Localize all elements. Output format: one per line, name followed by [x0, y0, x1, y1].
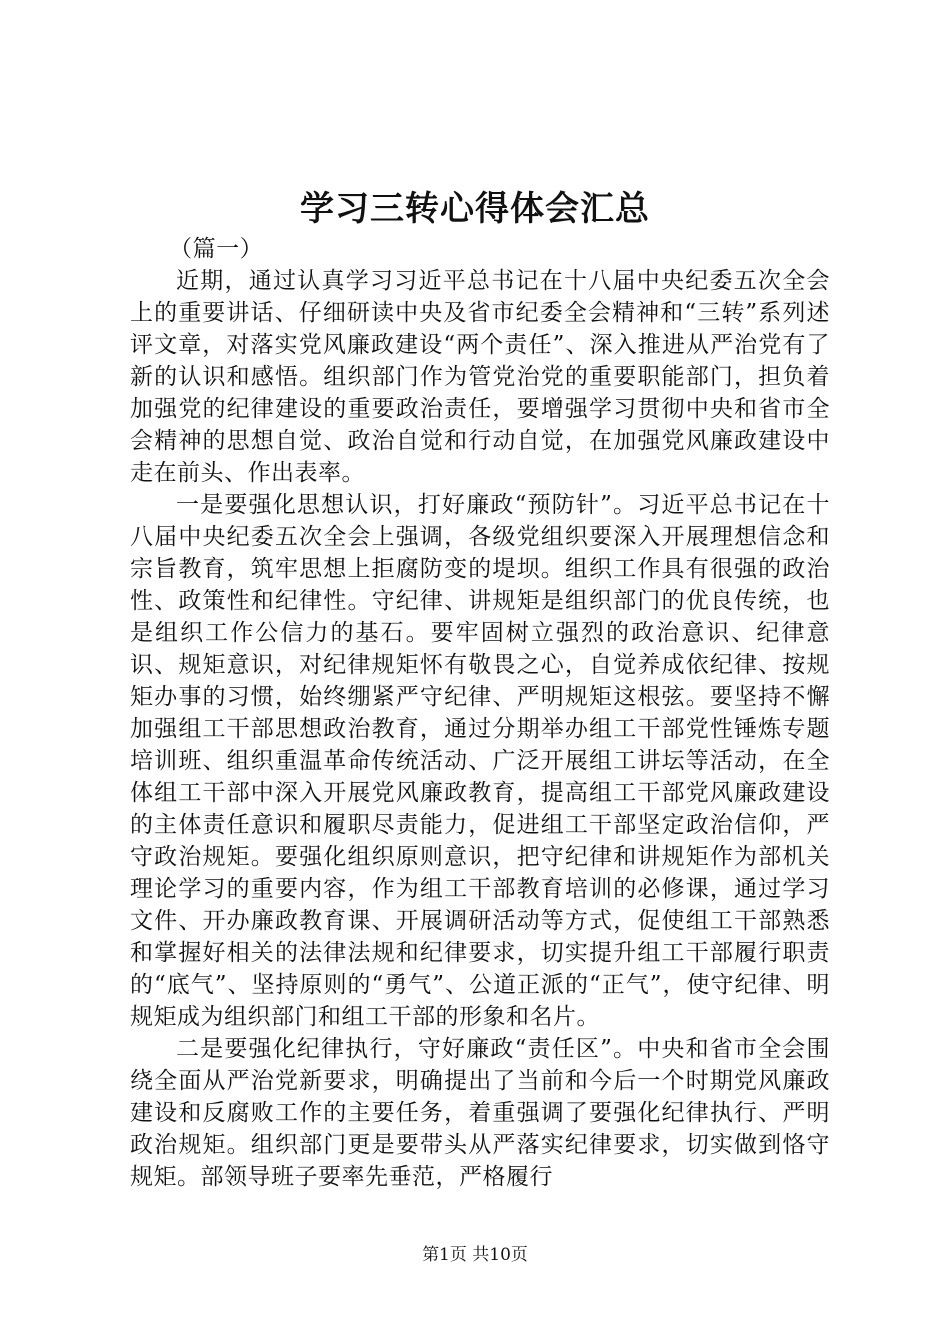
paragraph-point-one: 一是要强化思想认识，打好廉政“预防针”。习近平总书记在十八届中央纪委五次全会上强调，各级党组织要深入开展理想信念和宗旨教育，筑牢思想上拒腐防变的堤坝。组织工作具有很强的政治性、政策性和纪律性。守纪律、讲规矩是组织部门的优良传统，也是组织工作公信力的基石。要牢固树立强烈的政治意识、纪律意识、规矩意识，对纪律规矩怀有敬畏之心，自觉养成依纪律、按规矩办事的习惯，始终绷紧严守纪律、严明规矩这根弦。要坚持不懈加强组工干部思想政治教育，通过分期举办组工干部党性锤炼专题培训班、组织重温革命传统活动、广泛开展组工讲坛等活动，在全体组工干部中深入开展党风廉政教育，提高组工干部党风廉政建设的主体责任意识和履职尽责能力，促进组工干部坚定政治信仰，严守政治规矩。要强化组织原则意识，把守纪律和讲规矩作为部机关理论学习的重要内容，作为组工干部教育培训的必修课，通过学习文件、开办廉政教育课、开展调研活动等方式，促使组工干部熟悉和掌握好相关的法律法规和纪律要求，切实提升组工干部履行职责的“底气”、坚持原则的“勇气”、公道正派的“正气”，使守纪律、明规矩成为组织部门和组工干部的形象和名片。	[130, 492, 830, 1030]
document-title: 学习三转心得体会汇总	[300, 189, 650, 229]
page-footer: 第1页 共10页	[422, 1245, 528, 1265]
paragraph-point-two: 二是要强化纪律执行，守好廉政“责任区”。中央和省市全会围绕全面从严治党新要求，明确提出了当前和今后一个时期党风廉政建设和反腐败工作的主要任务，着重强调了要强化纪律执行、严明政治规矩。组织部门更是要带头从严落实纪律要求，切实做到恪守规矩。部领导班子要率先垂范，严格履行	[130, 1036, 830, 1190]
section-label: （篇一）	[169, 236, 264, 262]
document-body	[130, 233, 830, 1193]
paragraph-intro: 近期，通过认真学习习近平总书记在十八届中央纪委五次全会上的重要讲话、仔细研读中央及省市纪委全会精神和“三转”系列述评文章，对落实党风廉政建设“两个责任”、深入推进从严治党有了新的认识和感悟。组织部门作为管党治党的重要职能部门，担负着加强党的纪律建设的重要政治责任，要增强学习贯彻中央和省市全会精神的思想自觉、政治自觉和行动自觉，在加强党风廉政建设中走在前头、作出表率。	[130, 268, 830, 486]
